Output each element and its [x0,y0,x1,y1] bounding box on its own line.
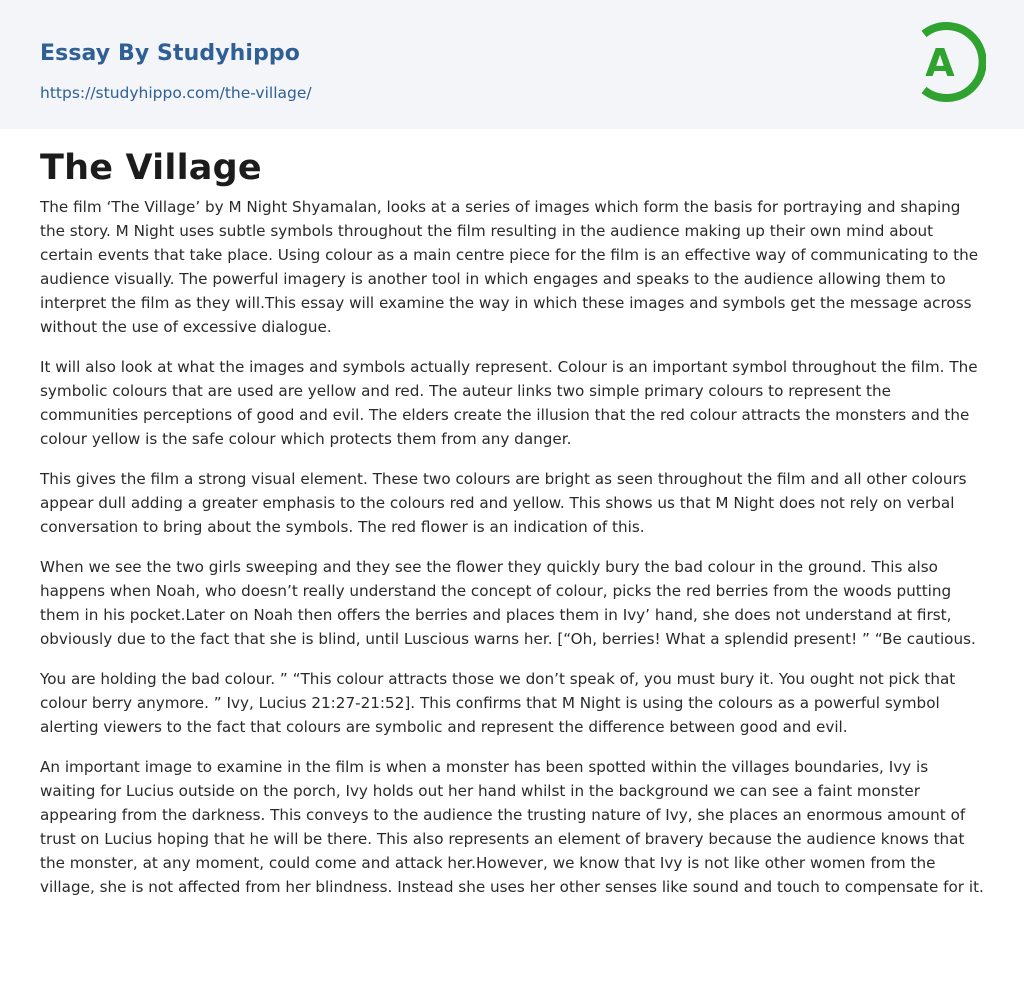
site-header [0,0,1024,129]
logo-letter: A [925,41,955,85]
studyhippo-logo-icon[interactable] [912,19,986,105]
brand-title: Essay By Studyhippo [40,41,300,66]
essay-paragraph: This gives the film a strong visual element. These two colours are bright as seen throughout the film and all other colours appear dull adding a greater emphasis to the colours red and yellow. This shows us that M Night does not rely on verbal conversation to bring about the symbols. The red flower is an indication of this. [40,470,967,536]
essay-url-link[interactable]: https://studyhippo.com/the-village/ [40,84,312,102]
essay-title: The Village [40,148,262,188]
essay-paragraph: The film ‘The Village’ by M Night Shyamalan, looks at a series of images which form the basis for portraying and shaping the story. M Night uses subtle symbols throughout the film resulting in the audience making up their own mind about certain events that take place. Using colour as a main centre piece for the film is an effective way of communicating to the audience visually. The powerful imagery is another tool in which engages and speaks to the audience allowing them to interpret the film as they will.This essay will examine the way in which these images and symbols get the message across without the use of excessive dialogue. [40,198,979,336]
essay-content [0,129,1024,899]
essay-paragraph: It will also look at what the images and symbols actually represent. Colour is an important symbol throughout the film. The symbolic colours that are used are yellow and red. The auteur links two simple primary colours to represent the communities perceptions of good and evil. The elders create the illusion that the red colour attracts the monsters and the colour yellow is the safe colour which protects them from any danger. [40,358,978,448]
essay-paragraph: You are holding the bad colour. ” “This colour attracts those we don’t speak of, you must bury it. You ought not pick that colour berry anymore. ” Ivy, Lucius 21:27-21:52]. This confirms that M Night is using the colours as a powerful symbol alerting viewers to the fact that colours are symbolic and represent the difference between good and evil. [40,670,956,736]
essay-paragraph: An important image to examine in the film is when a monster has been spotted within the villages boundaries, Ivy is waiting for Lucius outside on the porch, Ivy holds out her hand whilst in the background we can see a faint monster appearing from the darkness. This conveys to the audience the trusting nature of Ivy, she places an enormous amount of trust on Lucius hoping that he will be there. This also represents an element of bravery because the audience knows that the monster, at any moment, could come and attack her.However, we know that Ivy is not like other women from the village, she is not affected from her blindness. Instead she uses her other senses like sound and touch to compensate for it. [40,758,984,896]
essay-paragraph: When we see the two girls sweeping and they see the flower they quickly bury the bad colour in the ground. This also happens when Noah, who doesn’t really understand the concept of colour, picks the red berries from the woods putting them in his pocket.Later on Noah then offers the berries and places them in Ivy’ hand, she does not understand at first, obviously due to the fact that she is blind, until Luscious warns her. [“Oh, berries! What a splendid present! ” “Be cautious. [40,558,976,648]
